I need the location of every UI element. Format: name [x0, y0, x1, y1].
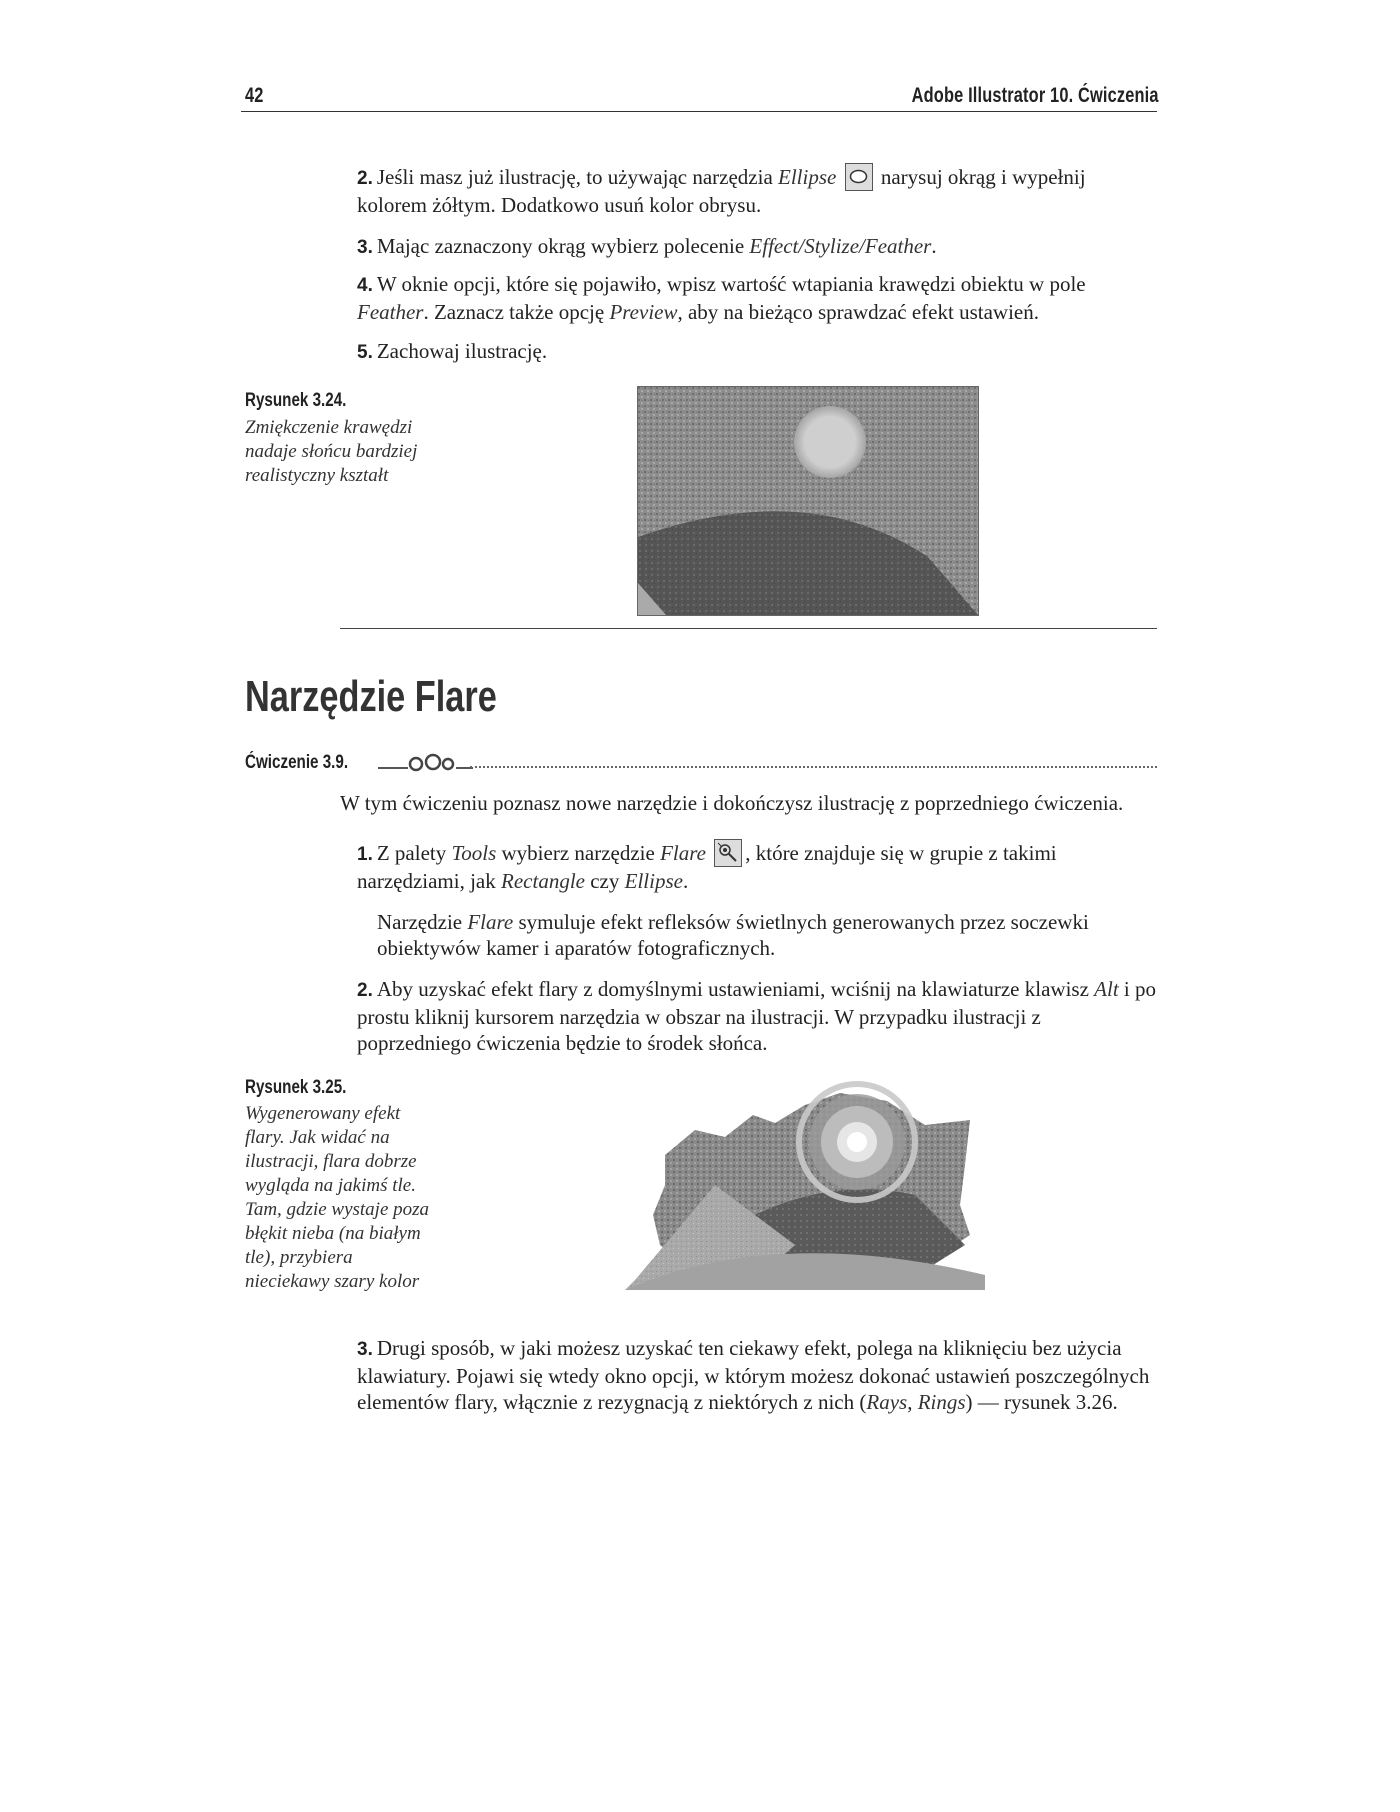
figure-label: Rysunek 3.24. [245, 390, 347, 411]
section-title: Narzędzie Flare [245, 672, 497, 721]
page-number: 42 [245, 84, 264, 107]
book-title: Adobe Illustrator 10. Ćwiczenia [912, 84, 1159, 107]
exercise-label: Ćwiczenie 3.9. [245, 752, 349, 773]
step-4: 4. W oknie opcji, które się pojawiło, wpisz wartość wtapiania krawędzi obiektu w pole Feather. Zaznacz także opcję Preview, aby na bieżąco sprawdzać efekt ustawień. [357, 272, 1086, 324]
ellipse-tool-icon [845, 163, 873, 191]
figure-3-24-image [637, 386, 979, 616]
header-rule [241, 111, 1157, 112]
section-divider [340, 628, 1157, 629]
intro-paragraph: W tym ćwiczeniu poznasz nowe narzędzie i dokończysz ilustrację z poprzedniego ćwiczenia. [340, 791, 1124, 815]
step-3: 3. Mając zaznaczony okrąg wybierz polecenie Effect/Stylize/Feather. [357, 234, 937, 258]
step-5: 5. Zachowaj ilustrację. [357, 339, 548, 363]
figure-caption: Wygenerowany efekt flary. Jak widać na ilustracji, flara dobrze wygląda na jakimś tle. Tam, gdzie wystaje poza błękit nieba (na białym tle), przybiera nieciekawy szary kolor [245, 1103, 430, 1292]
flare-step-1: 1. Z palety Tools wybierz narzędzie Flare , które znajduje się w grupie z takimi narzędziami, jak Rectangle czy Ellipse. [357, 841, 1057, 893]
exercise-ornament-icon [378, 752, 473, 779]
step-2: 2. Jeśli masz już ilustrację, to używając narzędzia Ellipse narysuj okrąg i wypełnij kolorem żółtym. Dodatkowo usuń kolor obrysu. [357, 165, 1086, 217]
flare-step-2: 2. Aby uzyskać efekt flary z domyślnymi ustawieniami, wciśnij na klawiaturze klawisz Alt i po prostu kliknij kursorem narzędzia w obszar na ilustracji. W przypadku ilustracji z poprzedniego ćwiczenia będzie to środek słońca. [357, 977, 1156, 1055]
figure-caption: Zmiękczenie krawędzi nadaje słońcu bardziej realistyczny kształt [245, 417, 418, 486]
flare-tool-icon [714, 839, 742, 867]
step-number: 2. [357, 168, 373, 189]
figure-label: Rysunek 3.25. [245, 1077, 347, 1098]
figure-3-25-image [625, 1075, 985, 1290]
flare-step-3: 3. Drugi sposób, w jaki możesz uzyskać ten ciekawy efekt, polega na kliknięciu bez użycia klawiatury. Pojawi się wtedy okno opcji, w którym możesz dokonać ustawień poszczególnych elementów flary, włącznie z rezygnacją z niektórych z nich (Rays, Rings) — rysunek 3.26. [357, 1336, 1150, 1414]
exercise-rule [470, 766, 1157, 768]
flare-note: Narzędzie Flare symuluje efekt refleksów świetlnych generowanych przez soczewki obiektywów kamer i aparatów fotograficznych. [377, 910, 1089, 960]
